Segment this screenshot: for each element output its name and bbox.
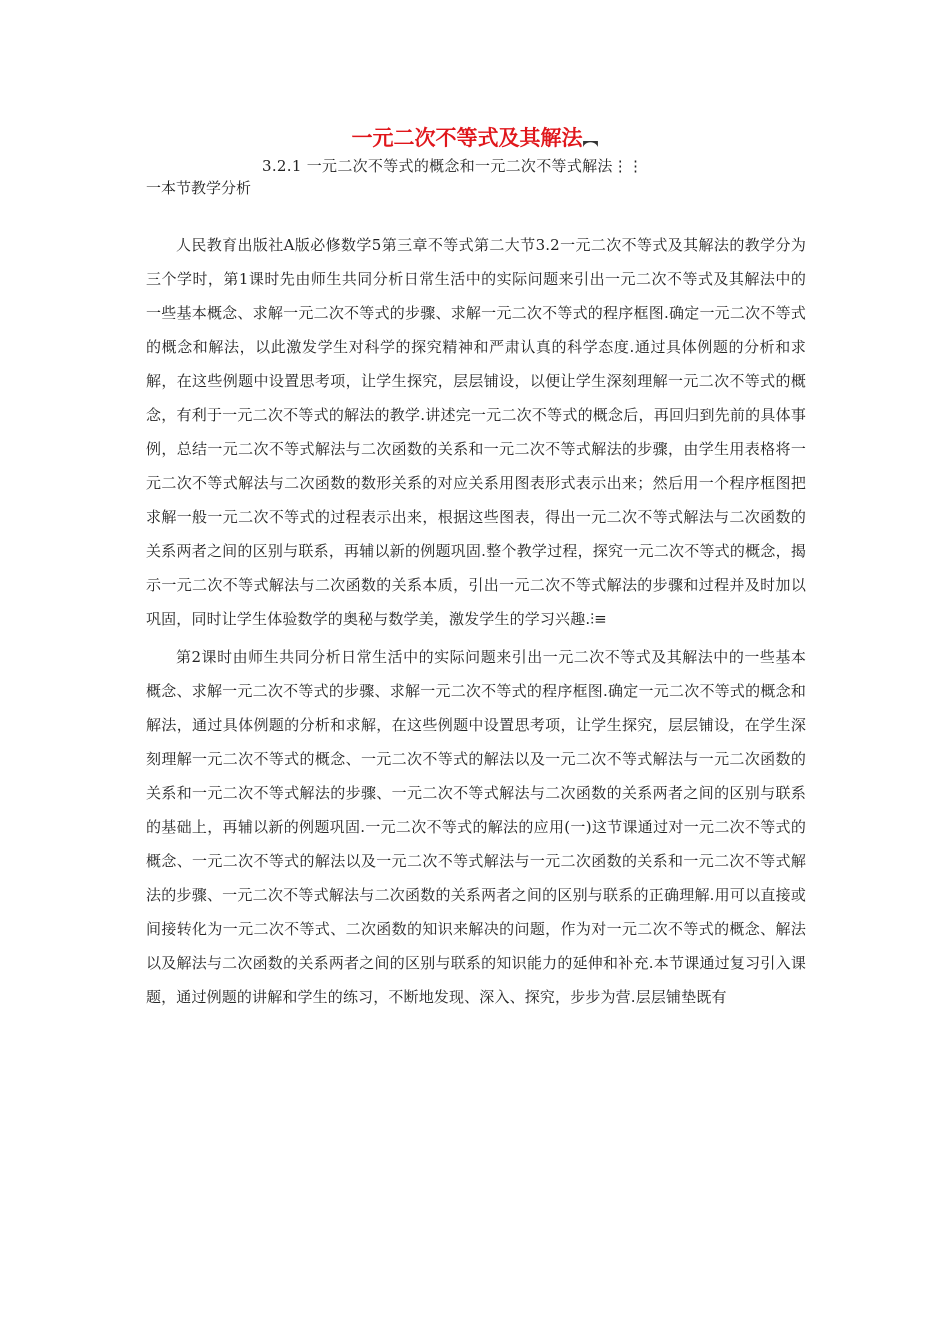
body-text (146, 228, 806, 1014)
lesson-subtitle: 3.2.1 一元二次不等式的概念和一元二次不等式解法⋮⋮ (262, 157, 644, 175)
title-mark: ︻ (582, 130, 599, 149)
section-heading: 一本节教学分析 (146, 179, 252, 197)
paragraph: 人民教育出版社A版必修数学5第三章不等式第二大节3.2一元二次不等式及其解法的教学分为三个学时，第1课时先由师生共同分析日常生活中的实际问题来引出一元二次不等式及其解法中的一些基本概念、求解一元二次不等式的步骤、求解一元二次不等式的程序框图.确定一元二次不等式的概念和解法，以此激发学生对科学的探究精神和严肃认真的科学态度.通过具体例题的分析和求解，在这些例题中设置思考项，让学生探究，层层铺设，以便让学生深刻理解一元二次不等式的概念，有利于一元二次不等式的解法的教学.讲述完一元二次不等式的概念后，再回归到先前的具体事例，总结一元二次不等式解法与二次函数的关系和一元二次不等式解法的步骤，由学生用表格将一元二次不等式解法与二次函数的数形关系的对应关系用图表形式表示出来；然后用一个程序框图把求解一般一元二次不等式的过程表示出来，根据这些图表，得出一元二次不等式解法与二次函数的关系两者之间的区别与联系，再辅以新的例题巩固.整个教学过程，探究一元二次不等式的概念，揭示一元二次不等式解法与二次函数的关系本质，引出一元二次不等式解法的步骤和过程并及时加以巩固，同时让学生体验数学的奥秘与数学美，激发学生的学习兴趣.⫶≡ (146, 236, 806, 628)
document-title (0, 124, 950, 154)
title-text: 一元二次不等式及其解法 (351, 125, 583, 150)
paragraph: 第2课时由师生共同分析日常生活中的实际问题来引出一元二次不等式及其解法中的一些基本概念、求解一元二次不等式的步骤、求解一元二次不等式的程序框图.确定一元二次不等式的概念和解法，通过具体例题的分析和求解，在这些例题中设置思考项，让学生探究，层层铺设，在学生深刻理解一元二次不等式的概念、一元二次不等式的解法以及一元二次不等式解法与一元二次函数的关系和一元二次不等式解法的步骤、一元二次不等式解法与二次函数的关系两者之间的区别与联系的基础上，再辅以新的例题巩固.一元二次不等式的解法的应用(一)这节课通过对一元二次不等式的概念、一元二次不等式的解法以及一元二次不等式解法与一元二次函数的关系和一元二次不等式解法的步骤、一元二次不等式解法与二次函数的关系两者之间的区别与联系的正确理解.用可以直接或间接转化为一元二次不等式、二次函数的知识来解决的问题，作为对一元二次不等式的概念、解法以及解法与二次函数的关系两者之间的区别与联系的知识能力的延伸和补充.本节课通过复习引入课题，通过例题的讲解和学生的练习，不断地发现、深入、探究，步步为营.层层铺垫既有 (146, 648, 806, 1006)
